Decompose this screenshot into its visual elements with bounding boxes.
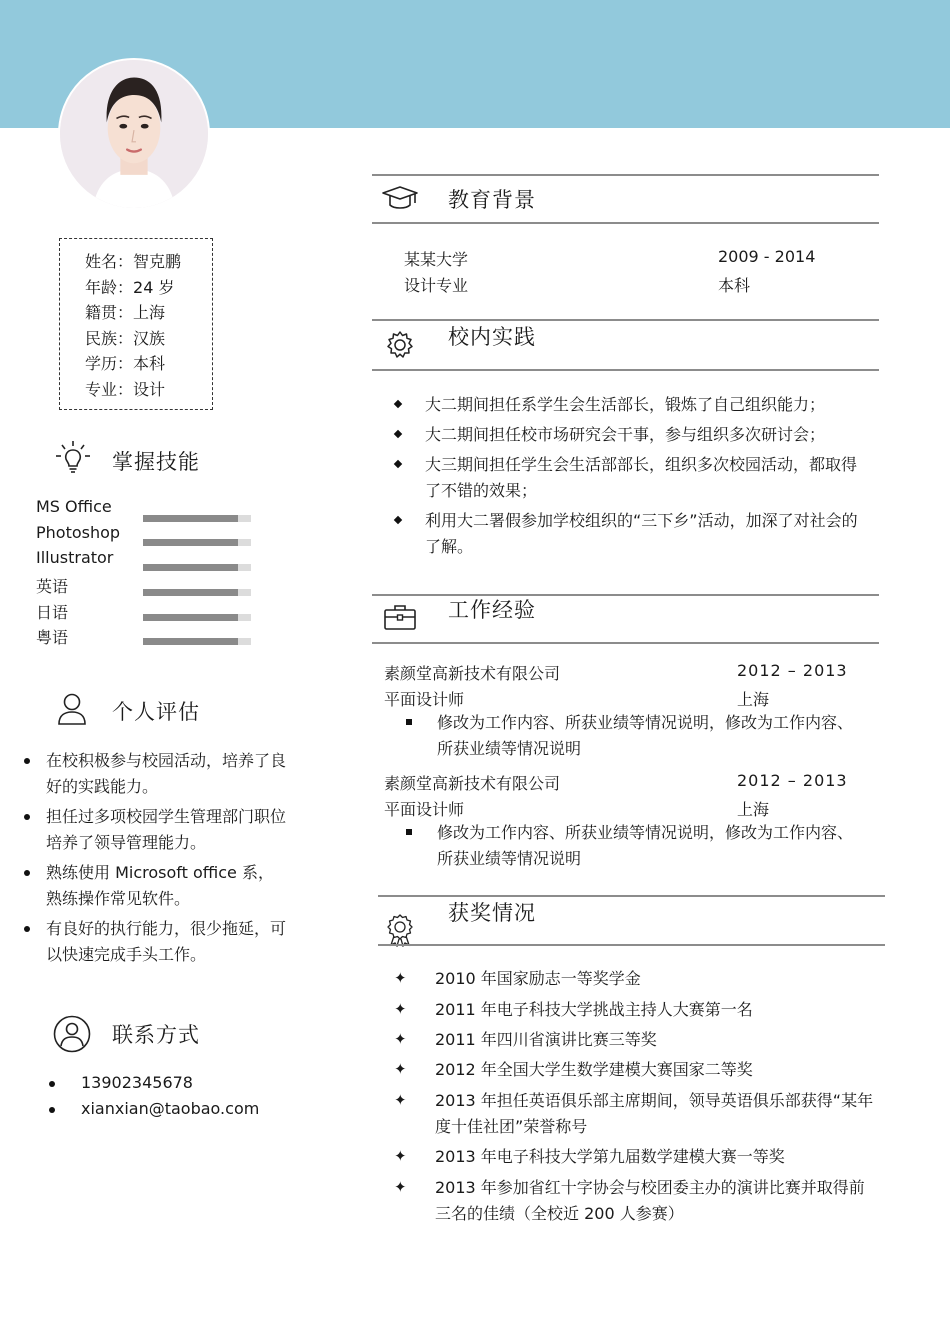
personal-info-box (59, 238, 213, 410)
info-row-hometown: 籍贯：上海 (85, 303, 166, 322)
diamond-bullet-icon (394, 460, 402, 468)
graduation-cap-icon (381, 185, 419, 213)
education-years: 2009 - 2014 (718, 247, 816, 266)
skill-name-illustrator: Illustrator (36, 548, 114, 567)
bullet-icon (49, 1081, 55, 1087)
diamond-bullet-icon (394, 516, 402, 524)
info-row-age: 年龄：24 岁 (85, 277, 175, 297)
evaluation-title: 个人评估 (112, 700, 200, 724)
lightbulb-icon (54, 439, 92, 477)
square-bullet-icon (406, 829, 412, 835)
divider (372, 369, 879, 371)
contact-phone: 13902345678 (81, 1073, 193, 1092)
award-item: ✦ 2012 年全国大学生数学建模大赛国家二等奖 (394, 1060, 753, 1079)
skill-name-ms-office: MS Office (36, 497, 112, 516)
skill-bar-fill (143, 614, 238, 621)
skill-bar-fill (143, 539, 238, 546)
star-bullet-icon: ✦ (394, 1091, 407, 1109)
skills-title: 掌握技能 (112, 450, 200, 474)
diamond-bullet-icon (394, 400, 402, 408)
divider (372, 642, 879, 644)
info-row-education: 学历：本科 (85, 354, 166, 373)
briefcase-icon (383, 603, 417, 631)
profile-photo (58, 58, 210, 210)
bullet-icon (24, 870, 30, 876)
star-bullet-icon: ✦ (394, 1147, 407, 1165)
skill-bar-ms-office (143, 515, 251, 522)
contact-title: 联系方式 (112, 1023, 200, 1047)
skill-name-cantonese: 粤语 (36, 628, 69, 647)
bullet-icon (24, 758, 30, 764)
practice-item: 利用大二署假参加学校组织的“三下乡”活动，加深了对社会的了解。 (425, 508, 865, 560)
medal-icon (385, 913, 415, 947)
diamond-bullet-icon (394, 430, 402, 438)
award-item: ✦ 2011 年四川省演讲比赛三等奖 (394, 1030, 657, 1049)
evaluation-item: 有良好的执行能力，很少拖延，可以快速完成手头工作。 (46, 916, 286, 967)
education-major: 设计专业 (404, 276, 469, 295)
person-icon (56, 692, 88, 726)
job-role: 平面设计师 (384, 690, 465, 709)
contact-icon (52, 1014, 92, 1054)
skill-bar-illustrator (143, 564, 251, 571)
education-title: 教育背景 (448, 188, 536, 212)
award-item: ✦ 2011 年电子科技大学挑战主持人大赛第一名 (394, 1000, 753, 1019)
star-bullet-icon: ✦ (394, 969, 407, 987)
skill-bar-fill (143, 638, 238, 645)
gear-icon (384, 329, 416, 361)
info-row-major: 专业：设计 (85, 379, 166, 399)
job-years: 2012 – 2013 (737, 771, 848, 790)
star-bullet-icon: ✦ (394, 1060, 407, 1078)
award-item: ✦ 2013 年参加省红十字协会与校团委主办的演讲比赛并取得前三名的佳绩（全校近 200 人参赛） (394, 1178, 865, 1223)
skill-name-english: 英语 (36, 577, 69, 596)
skill-name-japanese: 日语 (36, 603, 69, 622)
skill-bar-cantonese (143, 638, 251, 645)
skill-bar-fill (143, 589, 238, 596)
divider (378, 944, 885, 946)
award-item: ✦ 2013 年担任英语俱乐部主席期间，领导英语俱乐部获得“某年度十佳社团”荣誉称号 (394, 1091, 874, 1136)
divider (372, 174, 879, 176)
contact-email: xianxian@taobao.com (81, 1099, 259, 1118)
practice-item: 大三期间担任学生会生活部部长，组织多次校园活动，都取得了不错的效果； (425, 452, 865, 504)
square-bullet-icon (406, 719, 412, 725)
job-role: 平面设计师 (384, 800, 465, 819)
bullet-icon (24, 814, 30, 820)
bullet-icon (24, 926, 30, 932)
evaluation-item: 担任过多项校园学生管理部门职位培养了领导管理能力。 (46, 804, 286, 855)
education-degree: 本科 (718, 276, 751, 295)
job-company: 素颜堂高新技术有限公司 (384, 664, 561, 683)
skill-bar-photoshop (143, 539, 251, 546)
job-location: 上海 (737, 800, 770, 819)
practice-item: 大二期间担任系学生会生活部长，锻炼了自己组织能力； (425, 392, 865, 418)
bullet-icon (49, 1107, 55, 1113)
info-row-ethnicity: 民族：汉族 (85, 328, 166, 348)
skill-bar-fill (143, 564, 238, 571)
award-item: ✦ 2013 年电子科技大学第九届数学建模大赛一等奖 (394, 1147, 785, 1166)
job-description: 修改为工作内容、所获业绩等情况说明，修改为工作内容、所获业绩等情况说明 (437, 710, 857, 762)
job-location: 上海 (737, 690, 770, 709)
skill-bar-english (143, 589, 251, 596)
job-years: 2012 – 2013 (737, 661, 848, 680)
work-title: 工作经验 (448, 598, 536, 622)
skill-name-photoshop: Photoshop (36, 523, 121, 542)
skill-bar-japanese (143, 614, 251, 621)
skill-bar-fill (143, 515, 238, 522)
practice-item: 大二期间担任校市场研究会干事，参与组织多次研讨会； (425, 422, 865, 448)
awards-title: 获奖情况 (448, 901, 536, 925)
evaluation-item: 在校积极参与校园活动，培养了良好的实践能力。 (46, 748, 286, 799)
star-bullet-icon: ✦ (394, 1178, 407, 1196)
job-description: 修改为工作内容、所获业绩等情况说明，修改为工作内容、所获业绩等情况说明 (437, 820, 857, 872)
star-bullet-icon: ✦ (394, 1030, 407, 1048)
job-company: 素颜堂高新技术有限公司 (384, 774, 561, 793)
evaluation-item: 熟练使用 Microsoft office 系，熟练操作常见软件。 (46, 860, 286, 911)
divider (372, 222, 879, 224)
education-school: 某某大学 (404, 250, 469, 269)
practice-title: 校内实践 (448, 325, 536, 349)
star-bullet-icon: ✦ (394, 1000, 407, 1018)
award-item: ✦ 2010 年国家励志一等奖学金 (394, 969, 641, 988)
info-row-name: 姓名：智克鹏 (85, 252, 182, 271)
